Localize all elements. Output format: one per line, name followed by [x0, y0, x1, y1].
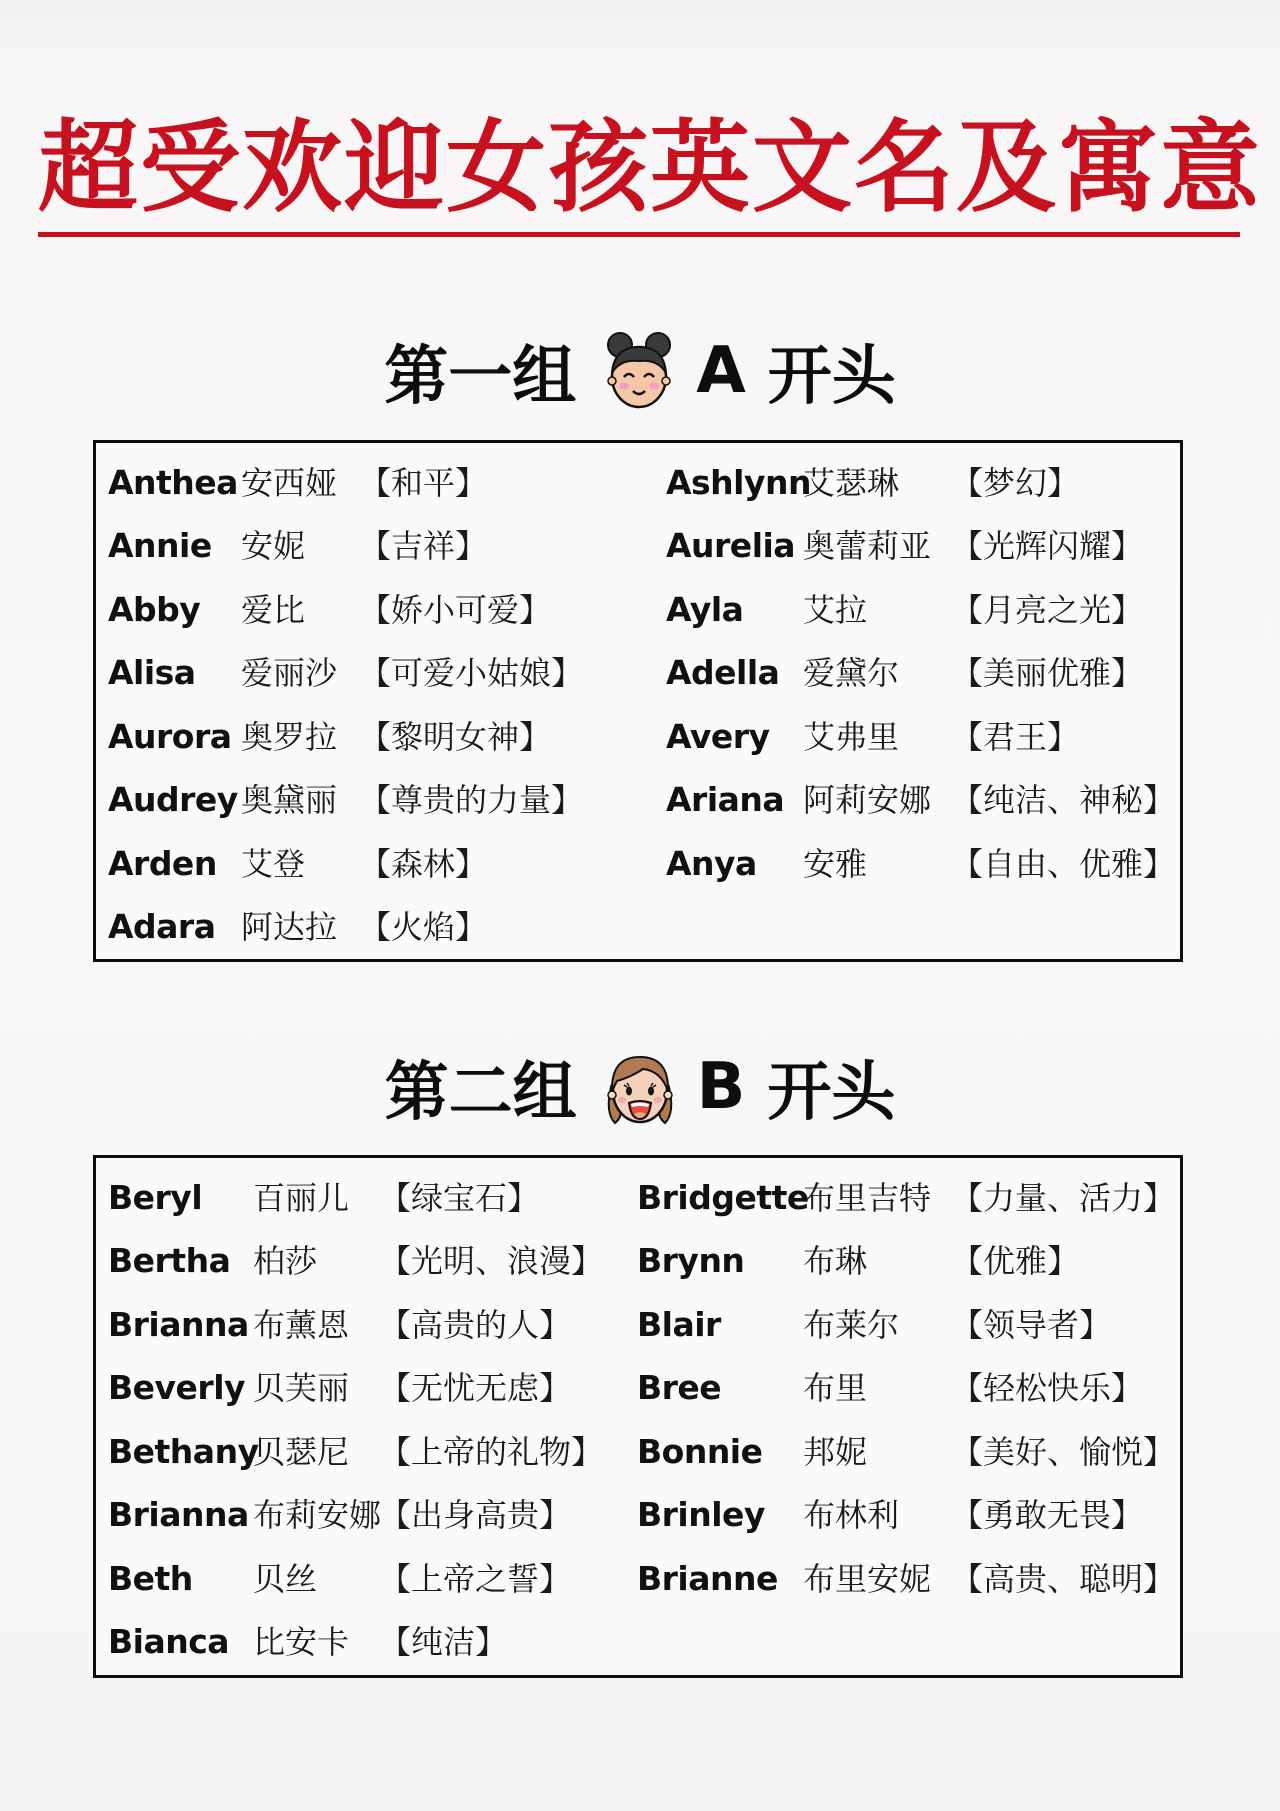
- name-meaning: 【可爱小姑娘】: [359, 654, 584, 692]
- chinese-name: 比安卡: [253, 1623, 350, 1661]
- chinese-name: 阿莉安娜: [803, 781, 932, 819]
- english-name: Beverly: [108, 1368, 246, 1407]
- name-meaning: 【黎明女神】: [359, 718, 552, 756]
- english-name: Brianne: [637, 1559, 778, 1598]
- chinese-name: 布里吉特: [803, 1179, 932, 1217]
- name-meaning: 【纯洁】: [379, 1623, 508, 1661]
- group-a-suffix: 开头: [767, 340, 896, 414]
- english-name: Ayla: [666, 590, 744, 629]
- english-name: Bethany: [108, 1432, 259, 1471]
- english-name: Bianca: [108, 1622, 230, 1661]
- english-name: Annie: [108, 526, 212, 565]
- name-meaning: 【优雅】: [951, 1242, 1080, 1280]
- english-name: Alisa: [108, 653, 196, 692]
- name-meaning: 【出身高贵】: [379, 1496, 572, 1534]
- chinese-name: 艾瑟琳: [803, 464, 900, 502]
- name-meaning: 【美好、愉悦】: [951, 1433, 1176, 1471]
- chinese-name: 阿达拉: [241, 908, 338, 946]
- name-meaning: 【高贵、聪明】: [951, 1560, 1176, 1598]
- name-meaning: 【月亮之光】: [951, 591, 1144, 629]
- english-name: Brinley: [637, 1495, 765, 1534]
- girl-with-pigtails-laughing-icon: [601, 1047, 679, 1127]
- chinese-name: 布莉安娜: [253, 1496, 382, 1534]
- english-name: Aurora: [108, 717, 232, 756]
- chinese-name: 爱比: [241, 591, 306, 629]
- english-name: Bridgette: [637, 1178, 809, 1217]
- english-name: Brianna: [108, 1305, 249, 1344]
- chinese-name: 布薰恩: [253, 1306, 350, 1344]
- english-name: Ariana: [666, 780, 785, 819]
- name-meaning: 【君王】: [951, 718, 1080, 756]
- name-meaning: 【轻松快乐】: [951, 1369, 1144, 1407]
- chinese-name: 贝丝: [253, 1560, 318, 1598]
- chinese-name: 布里安妮: [803, 1560, 932, 1598]
- group-b-suffix: 开头: [767, 1056, 896, 1130]
- english-name: Brianna: [108, 1495, 249, 1534]
- name-meaning: 【火焰】: [359, 908, 488, 946]
- chinese-name: 贝瑟尼: [253, 1433, 350, 1471]
- chinese-name: 贝芙丽: [253, 1369, 350, 1407]
- chinese-name: 奥罗拉: [241, 718, 338, 756]
- english-name: Arden: [108, 844, 217, 883]
- page-title: 超受欢迎女孩英文名及寓意: [38, 109, 1262, 226]
- chinese-name: 安妮: [241, 527, 306, 565]
- english-name: Beth: [108, 1559, 193, 1598]
- chinese-name: 布莱尔: [803, 1306, 900, 1344]
- chinese-name: 艾拉: [803, 591, 868, 629]
- english-name: Bonnie: [637, 1432, 763, 1471]
- chinese-name: 爱黛尔: [803, 654, 900, 692]
- group-b-names-box: [93, 1155, 1183, 1678]
- english-name: Blair: [637, 1305, 721, 1344]
- name-meaning: 【梦幻】: [951, 464, 1080, 502]
- girl-with-hair-buns-smiling-icon: [600, 331, 678, 411]
- name-meaning: 【美丽优雅】: [951, 654, 1144, 692]
- chinese-name: 奥蕾莉亚: [803, 527, 932, 565]
- chinese-name: 爱丽沙: [241, 654, 338, 692]
- english-name: Bree: [637, 1368, 722, 1407]
- title-underline: [38, 232, 1240, 237]
- english-name: Aurelia: [666, 526, 796, 565]
- english-name: Brynn: [637, 1241, 745, 1280]
- english-name: Anya: [666, 844, 757, 883]
- name-meaning: 【高贵的人】: [379, 1306, 572, 1344]
- chinese-name: 布里: [803, 1369, 868, 1407]
- group-b-heading: [0, 1042, 1280, 1132]
- group-a-names-box: [93, 440, 1183, 962]
- name-meaning: 【娇小可爱】: [359, 591, 552, 629]
- name-meaning: 【光辉闪耀】: [951, 527, 1144, 565]
- group-a-heading: [0, 326, 1280, 416]
- name-meaning: 【纯洁、神秘】: [951, 781, 1176, 819]
- name-meaning: 【吉祥】: [359, 527, 488, 565]
- chinese-name: 百丽儿: [253, 1179, 350, 1217]
- group-b-number: 第二组: [384, 1056, 577, 1130]
- name-meaning: 【领导者】: [951, 1306, 1112, 1344]
- chinese-name: 安雅: [803, 845, 868, 883]
- group-b-letter: B: [696, 1050, 746, 1124]
- english-name: Avery: [666, 717, 770, 756]
- name-meaning: 【和平】: [359, 464, 488, 502]
- name-meaning: 【勇敢无畏】: [951, 1496, 1144, 1534]
- chinese-name: 邦妮: [803, 1433, 868, 1471]
- english-name: Ashlynn: [666, 463, 811, 502]
- name-meaning: 【上帝之誓】: [379, 1560, 572, 1598]
- english-name: Abby: [108, 590, 201, 629]
- chinese-name: 布林利: [803, 1496, 900, 1534]
- group-a-letter: A: [696, 334, 746, 408]
- english-name: Adella: [666, 653, 780, 692]
- name-meaning: 【绿宝石】: [379, 1179, 540, 1217]
- name-meaning: 【上帝的礼物】: [379, 1433, 604, 1471]
- chinese-name: 布琳: [803, 1242, 868, 1280]
- name-meaning: 【森林】: [359, 845, 488, 883]
- name-meaning: 【力量、活力】: [951, 1179, 1176, 1217]
- english-name: Beryl: [108, 1178, 203, 1217]
- english-name: Adara: [108, 907, 216, 946]
- chinese-name: 艾弗里: [803, 718, 900, 756]
- english-name: Anthea: [108, 463, 238, 502]
- name-meaning: 【无忧无虑】: [379, 1369, 572, 1407]
- name-meaning: 【自由、优雅】: [951, 845, 1176, 883]
- group-a-number: 第一组: [384, 340, 577, 414]
- chinese-name: 安西娅: [241, 464, 338, 502]
- chinese-name: 柏莎: [253, 1242, 318, 1280]
- name-meaning: 【光明、浪漫】: [379, 1242, 604, 1280]
- english-name: Audrey: [108, 780, 238, 819]
- chinese-name: 奥黛丽: [241, 781, 338, 819]
- chinese-name: 艾登: [241, 845, 306, 883]
- english-name: Bertha: [108, 1241, 231, 1280]
- name-meaning: 【尊贵的力量】: [359, 781, 584, 819]
- page-title-block: [38, 109, 1262, 237]
